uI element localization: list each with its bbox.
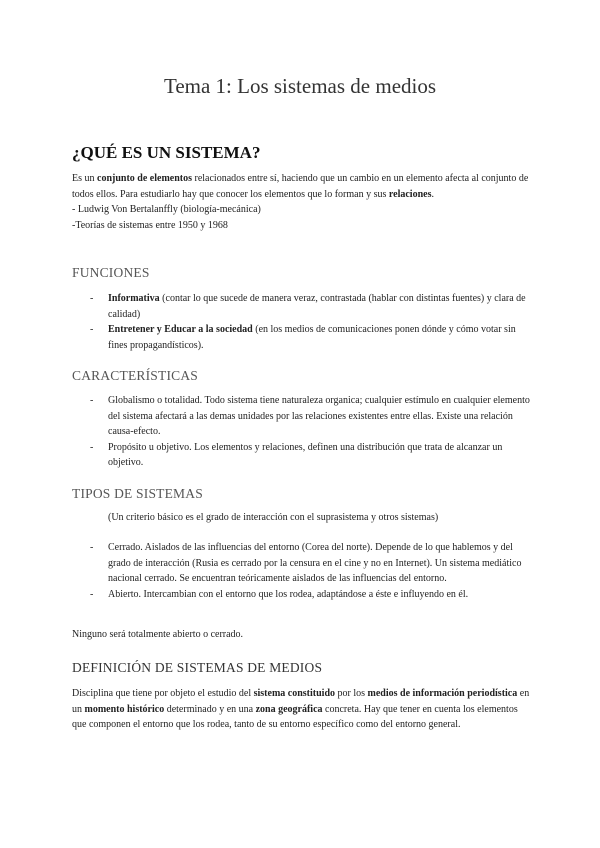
tipos-list: [72, 540, 532, 602]
list-item: [72, 587, 532, 603]
list-item: [72, 393, 532, 440]
dash-bullet: -: [90, 324, 94, 335]
funciones-list: [72, 291, 532, 353]
dash-bullet: -: [90, 588, 94, 600]
list-item: [72, 540, 532, 587]
page-title: Tema 1: Los sistemas de medios: [163, 74, 437, 98]
text-run: por los: [335, 688, 368, 699]
text-run: Propósito u objetivo. Los elementos y relaciones, definen una distribución que trata de alcanzar un objetivo.: [108, 441, 503, 468]
tipos-note: (Un criterio básico es el grado de interacción con el suprasistema y otros sistemas): [108, 512, 439, 523]
text-run: relacionados entre sí, haciendo que un cambio en un elemento afecta al conjunto de todos ellos. Para estudiarlo hay que conocer los elementos que lo forman y sus: [72, 173, 529, 200]
dash-bullet: -: [90, 395, 94, 406]
bold-run: zona geográfica: [255, 703, 323, 715]
bold-run: relaciones: [388, 188, 432, 200]
author-line: - Ludwig Von Bertalanffly (biología-mecánica): [72, 204, 261, 215]
section-heading-tipos: TIPOS DE SISTEMAS: [72, 486, 203, 501]
text-run: Globalismo o totalidad. Todo sistema tiene naturaleza organica; cualquier estímulo en cualquier elemento del sistema afectará a las demas unidades por las relaciones existentes entre ellas. Existe una relación causa-efecto.: [108, 395, 530, 437]
text-run: Cerrado. Aislados de las influencias del entorno (Corea del norte). Depende de lo que hablemos y del grado de interacción (Rusia es cerrado por la censura en el cine y no en Internet). Un sistema mediático nacional cerrado. Se encuentran teóricamente aislados de las influencias del entorno.: [108, 542, 522, 584]
dash-bullet: -: [90, 441, 94, 453]
text-run: .: [431, 188, 434, 200]
text-run: Es un: [72, 173, 97, 184]
bold-run: sistema constituido: [253, 688, 336, 699]
section-heading-que-es: ¿QUÉ ES UN SISTEMA?: [72, 143, 261, 162]
definition-paragraph: [72, 171, 532, 233]
text-run: Abierto. Intercambian con el entorno que los rodea, adaptándose a éste e influyendo en él.: [108, 588, 469, 600]
text-run: (en los medios de comunicaciones ponen dónde y cómo votar sin fines propagandísticos).: [108, 324, 516, 351]
text-run: determinado y en una: [164, 703, 256, 715]
tipos-closing: Ninguno será totalmente abierto o cerrado.: [72, 629, 244, 640]
section-heading-caracteristicas: CARACTERÍSTICAS: [72, 368, 199, 383]
section-heading-definicion: DEFINICIÓN DE SISTEMAS DE MEDIOS: [72, 660, 323, 675]
text-run: concreta. Hay que tener en cuenta los elementos que componen el entorno que los rodea, tanto de su entorno específico como del entorno general.: [72, 703, 518, 730]
dash-bullet: -: [90, 542, 94, 553]
bold-run: momento histórico: [84, 703, 165, 715]
list-item: [72, 291, 532, 322]
text-run: Disciplina que tiene por objeto el estudio del: [72, 688, 254, 699]
text-run: en un: [72, 688, 530, 715]
list-item: [72, 322, 532, 353]
caracteristicas-list: [72, 393, 532, 471]
section-heading-funciones: FUNCIONES: [72, 265, 150, 280]
bold-run: medios de información periodística: [367, 688, 518, 699]
definicion-paragraph: [72, 686, 532, 733]
bold-run: Informativa: [108, 293, 160, 304]
bold-run: Entretener y Educar a la sociedad: [108, 324, 253, 335]
theories-line: -Teorías de sistemas entre 1950 y 1968: [72, 219, 228, 231]
list-item: [72, 440, 532, 471]
text-run: (contar lo que sucede de manera veraz, contrastada (hablar con distintas fuentes) y clara de calidad): [108, 293, 526, 320]
bold-run: conjunto de elementos: [97, 173, 192, 184]
dash-bullet: -: [90, 293, 94, 304]
